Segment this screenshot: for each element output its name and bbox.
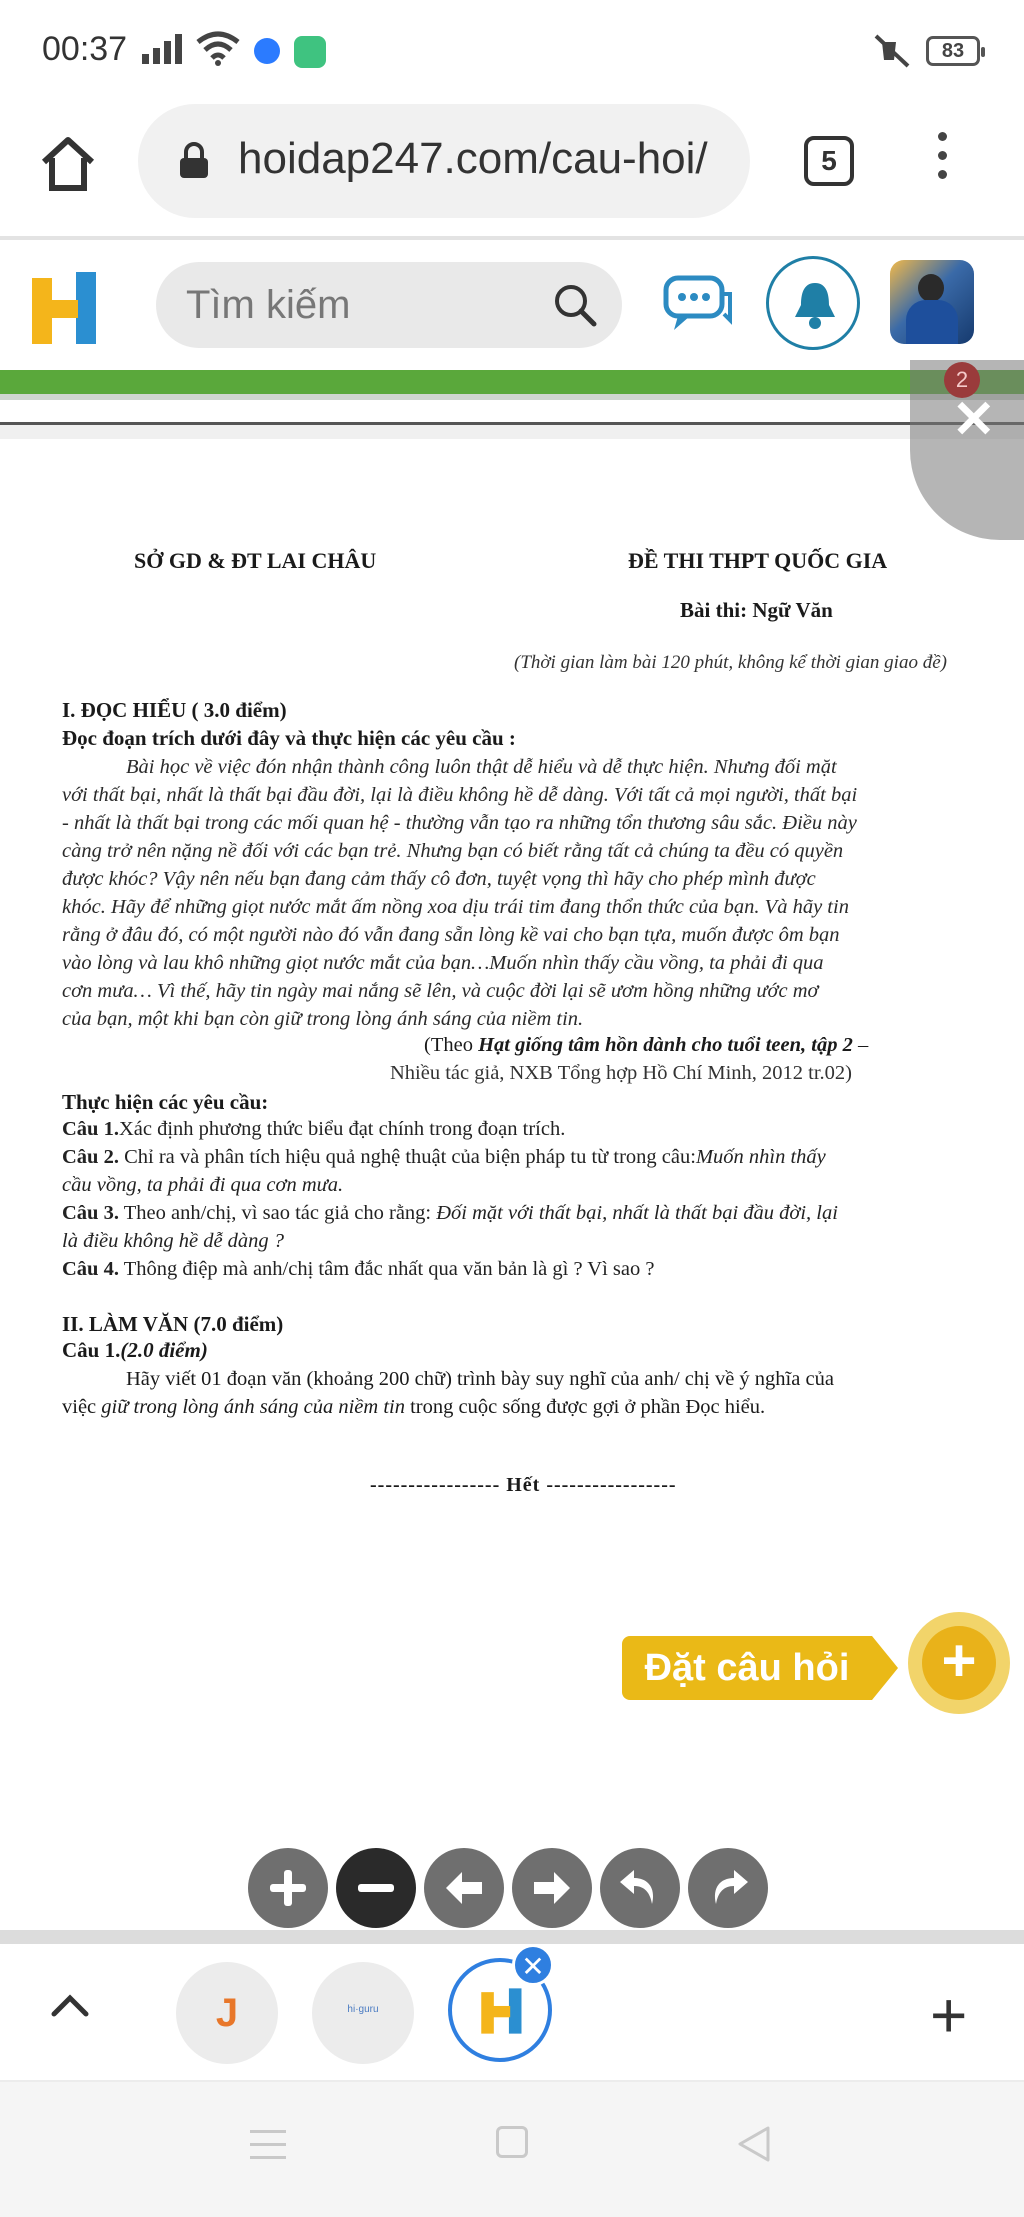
requirements-title: Thực hiện các yêu cầu:: [62, 1090, 269, 1114]
question-1: Câu 1.Xác định phương thức biểu đạt chính trong đoạn trích.: [62, 1118, 566, 1140]
url-text[interactable]: hoidap247.com/cau-hoi/: [238, 134, 708, 183]
lock-icon: [178, 142, 210, 180]
writing-task-line1: Hãy viết 01 đoạn văn (khoảng 200 chữ) trình bày suy nghĩ của anh/ chị về ý nghĩa của: [126, 1368, 834, 1390]
passage-line: vào lòng và lau khô những giọt nước mắt của bạn…Muốn nhìn thấy cầu vồng, ta phải đi qua: [62, 952, 824, 974]
system-nav-bar: [0, 2080, 1024, 2217]
divider: [0, 425, 1024, 439]
home-icon[interactable]: [36, 132, 100, 196]
messenger-icon: [254, 38, 280, 64]
passage-line: càng trở nên nặng nề đối với các bạn trẻ. Nhưng bạn có biết rằng tất cả chúng ta đều có quyền: [62, 840, 844, 862]
chevron-up-icon[interactable]: [50, 1990, 90, 2020]
divider: [0, 1930, 1024, 1944]
passage-line: được khóc? Vậy nên nếu bạn đang cảm thấy cô đơn, tuyệt vọng thì hãy cho phép mình được: [62, 868, 816, 890]
doc-subject: Bài thi: Ngữ Văn: [680, 598, 833, 622]
question-3: Câu 3. Theo anh/chị, vì sao tác giả cho rằng: Đối mặt với thất bại, nhất là thất bại đầu đời, lại: [62, 1202, 838, 1224]
section1-title: I. ĐỌC HIỂU ( 3.0 điểm): [62, 698, 287, 722]
source-citation: (Theo Hạt giống tâm hồn dành cho tuổi teen, tập 2 –: [424, 1034, 869, 1056]
search-box[interactable]: [156, 262, 622, 348]
source-publisher: Nhiều tác giả, NXB Tổng hợp Hồ Chí Minh, 2012 tr.02): [390, 1062, 853, 1084]
tab-j[interactable]: J: [176, 1962, 278, 2064]
avatar[interactable]: [890, 260, 974, 344]
app-icon: [294, 36, 326, 68]
battery-icon: 83: [926, 36, 980, 66]
notification-button[interactable]: [766, 256, 860, 350]
wifi-icon: [196, 30, 240, 66]
arrow-right-button[interactable]: [512, 1848, 592, 1928]
hoidap247-tab-icon: [480, 1986, 524, 2036]
passage-line: của bạn, một khi bạn còn giữ trong lòng ánh sáng của niềm tin.: [62, 1008, 584, 1030]
tab-mini[interactable]: hi·guru: [312, 1962, 414, 2064]
site-header: [0, 240, 1024, 370]
undo-icon: [618, 1866, 662, 1910]
new-tab-icon[interactable]: +: [930, 1979, 968, 2051]
system-home-icon[interactable]: [496, 2126, 528, 2158]
passage-line: rằng ở đâu đó, có một người nào đó vẫn đang sẵn lòng kề vai cho bạn tựa, muốn được ôm bạn: [62, 924, 840, 946]
chat-icon[interactable]: [662, 274, 736, 336]
section1-instruction: Đọc đoạn trích dưới đây và thực hiện các yêu cầu :: [62, 726, 516, 750]
hoidap247-logo[interactable]: [30, 270, 100, 346]
doc-header-left: SỞ GD & ĐT LAI CHÂU: [134, 548, 377, 573]
status-bar: [0, 0, 1024, 100]
tab-strip: [0, 1944, 1024, 2080]
question-2-line2: cầu vồng, ta phải đi qua cơn mưa.: [62, 1174, 344, 1196]
divider: [0, 394, 1024, 400]
zoom-out-button[interactable]: [336, 1848, 416, 1928]
tab-switcher-button[interactable]: 5: [804, 136, 854, 186]
progress-bar: [0, 370, 1024, 394]
redo-button[interactable]: [688, 1848, 768, 1928]
question-3-line2: là điều không hề dễ dàng ?: [62, 1230, 285, 1252]
passage-line: cơn mưa… Vì thế, hãy tin ngày mai nắng sẽ lên, và cuộc đời lại sẽ ươm hồng những ước mơ: [62, 980, 819, 1002]
doc-timing: (Thời gian làm bài 120 phút, không kể thời gian giao đề): [514, 652, 947, 673]
status-time: 00:37: [42, 30, 128, 68]
passage-line: khóc. Hãy để những giọt nước mắt ấm nồng xoa dịu trái tim đang thổn thức của bạn. Và hãy tin: [62, 896, 849, 918]
arrow-right-icon: [530, 1866, 574, 1910]
doc-header-right: ĐỀ THI THPT QUỐC GIA: [628, 548, 888, 573]
browser-toolbar: [0, 100, 1024, 240]
bell-icon: [791, 279, 839, 331]
ask-question-label[interactable]: Đặt câu hỏi: [622, 1636, 872, 1700]
exam-document: [0, 440, 1024, 1580]
passage-line: với thất bại, nhất là thất bại đầu đời, lại là điều không hề dễ dàng. Với tất cả mọi người, thất bại: [62, 784, 858, 806]
close-tab-icon[interactable]: ✕: [512, 1944, 554, 1986]
passage-line: Bài học về việc đón nhận thành công luôn thật dễ hiểu và dễ thực hiện. Nhưng đối mặt: [126, 756, 837, 778]
search-input[interactable]: [186, 274, 546, 336]
zoom-in-icon: [266, 1866, 310, 1910]
end-mark: ----------------- Hết -----------------: [370, 1474, 677, 1496]
mute-icon: [872, 32, 912, 70]
recent-apps-icon[interactable]: [250, 2130, 286, 2169]
back-icon[interactable]: [736, 2124, 772, 2164]
writing-task-line2: việc giữ trong lòng ánh sáng của niềm tin trong cuộc sống được gợi ở phần Đọc hiểu.: [62, 1396, 766, 1418]
section2-question: Câu 1.(2.0 điểm): [62, 1338, 208, 1362]
notification-badge: 2: [944, 362, 980, 398]
search-icon[interactable]: [552, 282, 598, 328]
undo-button[interactable]: [600, 1848, 680, 1928]
section2-title: II. LÀM VĂN (7.0 điểm): [62, 1312, 284, 1336]
plus-icon: +: [922, 1626, 996, 1700]
passage-line: - nhất là thất bại trong các mối quan hệ - thường vẫn tạo ra những tổn thương sâu sắc. Điều này: [62, 812, 857, 834]
question-2: Câu 2. Chỉ ra và phân tích hiệu quả nghệ thuật của biện pháp tu từ trong câu:Muốn nhìn thấy: [62, 1146, 826, 1168]
zoom-out-icon: [354, 1866, 398, 1910]
signal-icon: [142, 34, 190, 64]
zoom-in-button[interactable]: [248, 1848, 328, 1928]
arrow-left-button[interactable]: [424, 1848, 504, 1928]
redo-icon: [706, 1866, 750, 1910]
ask-question-button[interactable]: [908, 1612, 1010, 1714]
arrow-left-icon: [442, 1866, 486, 1910]
url-bar[interactable]: [138, 104, 750, 218]
browser-menu-icon[interactable]: [930, 132, 954, 188]
close-icon[interactable]: ✕: [952, 391, 996, 449]
question-4: Câu 4. Thông điệp mà anh/chị tâm đắc nhất qua văn bản là gì ? Vì sao ?: [62, 1258, 655, 1280]
